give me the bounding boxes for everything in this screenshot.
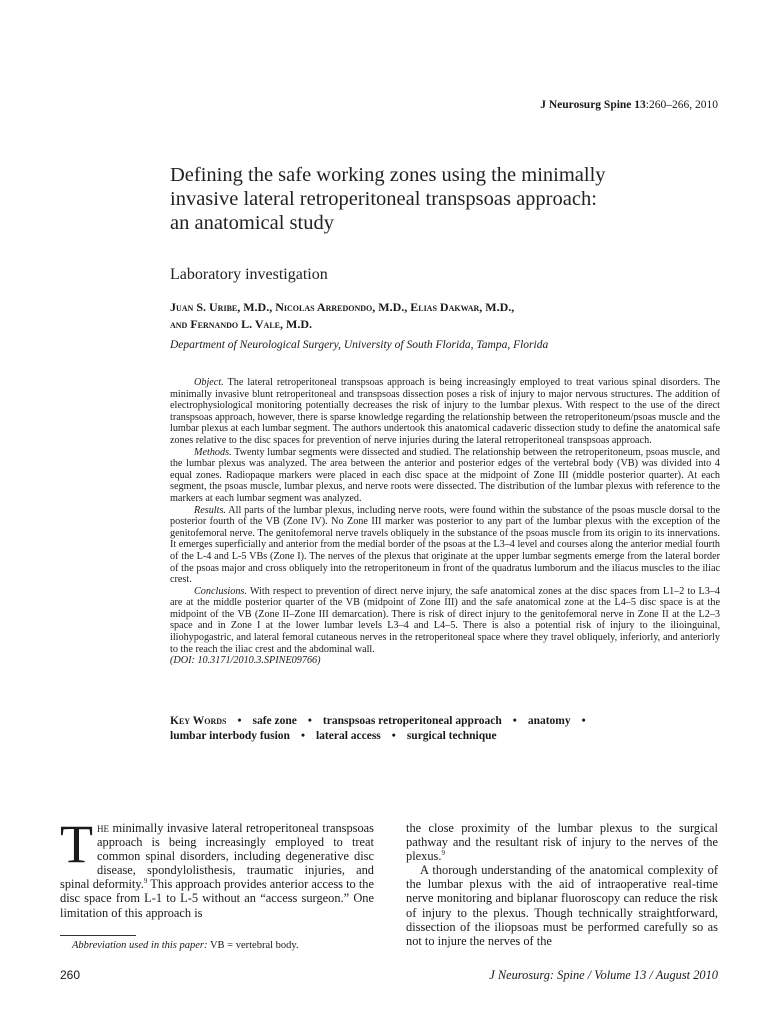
abstract-results bbox=[170, 505, 720, 586]
footnote-label: Abbreviation used in this paper: bbox=[72, 940, 208, 951]
keyword: anatomy bbox=[527, 715, 571, 727]
keyword: safe zone bbox=[252, 715, 297, 727]
footnote-text: VB = vertebral body. bbox=[207, 940, 299, 951]
abstract-text: With respect to prevention of direct nerve injury, the safe anatomical zones at the disc spaces from L1–2 to L3–4 are at the middle posterior quarter of the VB (midpoint of Zone III) and the safe anatomical zone at the L4–5 disc space is at the midpoint of the VB (Zone II–Zone III demarcation). There is risk of direct injury to the genitofemoral nerve in Zone II at the L2–3 space and in Zone I at the lower lumbar levels L3–4 and L4–5. There is also a potential risk of injury to the ilioinguinal, iliohypogastric, and lateral femoral cutaneous nerves in the retroperitoneal space where they travel obliquely, inferiorly, and anteriorly to the reach the iliac crest and the abdominal wall. bbox=[170, 585, 720, 655]
abstract-label: Methods. bbox=[194, 446, 232, 458]
abstract-text: Twenty lumbar segments were dissected and studied. The relationship between the retroperitoneum, psoas muscle, and the lumbar plexus was analyzed. The area between the anterior and posterior edges of the vertebral body (VB) was divided into 4 equal zones. Radiopaque markers were placed in each disc space at the midpoint of Zone III (middle posterior quarter). At each segment, the psoas muscle, lumbar plexus, and nerve roots were dissected. The distribution of the lumbar plexus with reference to the markers at each lumbar segment was analyzed. bbox=[170, 446, 720, 504]
body-text: minimally invasive lateral retroperitoneal transpsoas approach is being increasingly employed to treat common spinal disorders, including degenerative disc disease, spondylolisthesis, traumatic injuries, and spinal deformity. bbox=[60, 821, 374, 892]
body-column-right bbox=[406, 821, 718, 948]
lead-smallcaps: he bbox=[97, 821, 109, 835]
author-line: Juan S. Uribe, M.D., Nicolas Arredondo, M.D., Elias Dakwar, M.D., bbox=[170, 300, 515, 314]
title-line: invasive lateral retroperitoneal transpsoas approach: bbox=[170, 188, 597, 210]
citation-journal: J Neurosurg Spine bbox=[540, 99, 632, 111]
journal-citation bbox=[540, 99, 718, 111]
abstract-label: Object. bbox=[194, 377, 224, 388]
affiliation: Department of Neurological Surgery, University of South Florida, Tampa, Florida bbox=[170, 339, 549, 351]
keyword: surgical technique bbox=[406, 730, 497, 742]
citation-pages: :260–266, 2010 bbox=[645, 99, 718, 111]
citation-volume: 13 bbox=[634, 99, 646, 111]
keyword-separator: • bbox=[391, 730, 396, 742]
keyword: lumbar interbody fusion bbox=[170, 730, 290, 742]
body-paragraph: A thorough understanding of the anatomical complexity of the lumbar plexus with the aid of intraoperative real-time nerve monitoring and biplanar fluoroscopy can reduce the risk of injury to the plexus. Though technically straightforward, dissection of the iliopsoas must be performed carefully so as not to injure the nerves of the bbox=[406, 863, 718, 948]
article-title bbox=[170, 163, 690, 235]
doi-link[interactable]: (DOI: 10.3171/2010.3.SPINE09766) bbox=[170, 655, 321, 667]
abstract-methods bbox=[170, 447, 720, 505]
body-text: This approach provides anterior access to the disc space from L-1 to L-5 without an “access surgeon.” One limitation of this approach is bbox=[60, 877, 374, 920]
keyword-separator: • bbox=[512, 715, 517, 727]
abstract bbox=[170, 377, 720, 667]
abstract-label: Results. bbox=[194, 504, 226, 516]
keywords-label: Key Words bbox=[170, 715, 227, 727]
reference-marker[interactable]: 9 bbox=[441, 849, 445, 858]
abstract-object bbox=[170, 377, 720, 447]
keywords-line bbox=[170, 714, 730, 729]
page-number: 260 bbox=[60, 968, 81, 982]
author-list bbox=[170, 299, 730, 333]
title-line: an anatomical study bbox=[170, 212, 334, 234]
keywords bbox=[170, 714, 730, 744]
keyword: lateral access bbox=[315, 730, 381, 742]
abstract-text: All parts of the lumbar plexus, including nerve roots, were found within the substance of the psoas muscle dorsal to the posterior fourth of the VB (Zone IV). No Zone III marker was posterior to any part of the lumbar plexus with the exception of the genitofemoral nerve. The genitofemoral nerve travels obliquely in the substance of the psoas muscle from its origin to its innervations. It emerges superficially and anterior from the medial border of the psoas at the L3–4 level and courses along the anterior medial fourth of the L-4 and L-5 VBs (Zone I). The nerves of the plexus that originate at the upper lumbar segments emerge from the lateral border of the psoas major and cross obliquely into the retroperitoneum in front of the quadratus lumborum and the iliacus muscles to the iliac crest. bbox=[170, 504, 720, 586]
footnote bbox=[72, 940, 299, 951]
keyword-separator: • bbox=[581, 715, 586, 727]
abstract-text: The lateral retroperitoneal transpsoas approach is being increasingly employed to treat various spinal disorders. The minimally invasive blunt retroperitoneal and transpsoas dissection poses a risk of injury to major nervous structures. The addition of electrophysiological monitoring potentially decreases the risk of injury to the lumbar plexus. With respect to the use of the direct transpsoas approach, however, there is sparse knowledge regarding the relationship between the retroperitoneum/psoas muscle and the lumbar plexus at each lumbar segment. The authors undertook this anatomical cadaveric dissection study to define the anatomical safe zones relative to the disc spaces for prevention of nerve injuries during the lateral retroperitoneal transpsoas approach. bbox=[170, 377, 720, 446]
body-text: the close proximity of the lumbar plexus to the surgical pathway and the resultant risk of injury to the nerves of the plexus. bbox=[406, 821, 718, 864]
keywords-line bbox=[170, 729, 730, 744]
keyword-separator: • bbox=[307, 715, 312, 727]
keyword: transpsoas retroperitoneal approach bbox=[322, 715, 502, 727]
abstract-label: Conclusions. bbox=[194, 585, 247, 597]
author-line: and Fernando L. Vale, M.D. bbox=[170, 317, 313, 331]
body-paragraph bbox=[406, 821, 718, 863]
drop-cap: T bbox=[60, 814, 93, 874]
footnote-rule bbox=[60, 935, 136, 936]
abstract-conclusions bbox=[170, 586, 720, 656]
keyword-separator: • bbox=[300, 730, 305, 742]
title-line: Defining the safe working zones using the minimally bbox=[170, 164, 606, 186]
body-column-left bbox=[60, 814, 374, 920]
body-paragraph bbox=[60, 814, 374, 920]
reference-marker[interactable]: 9 bbox=[143, 877, 148, 886]
footer-journal: J Neurosurg: Spine / Volume 13 / August 2010 bbox=[489, 968, 718, 982]
keyword-separator: • bbox=[237, 715, 242, 727]
article-section: Laboratory investigation bbox=[170, 266, 328, 283]
